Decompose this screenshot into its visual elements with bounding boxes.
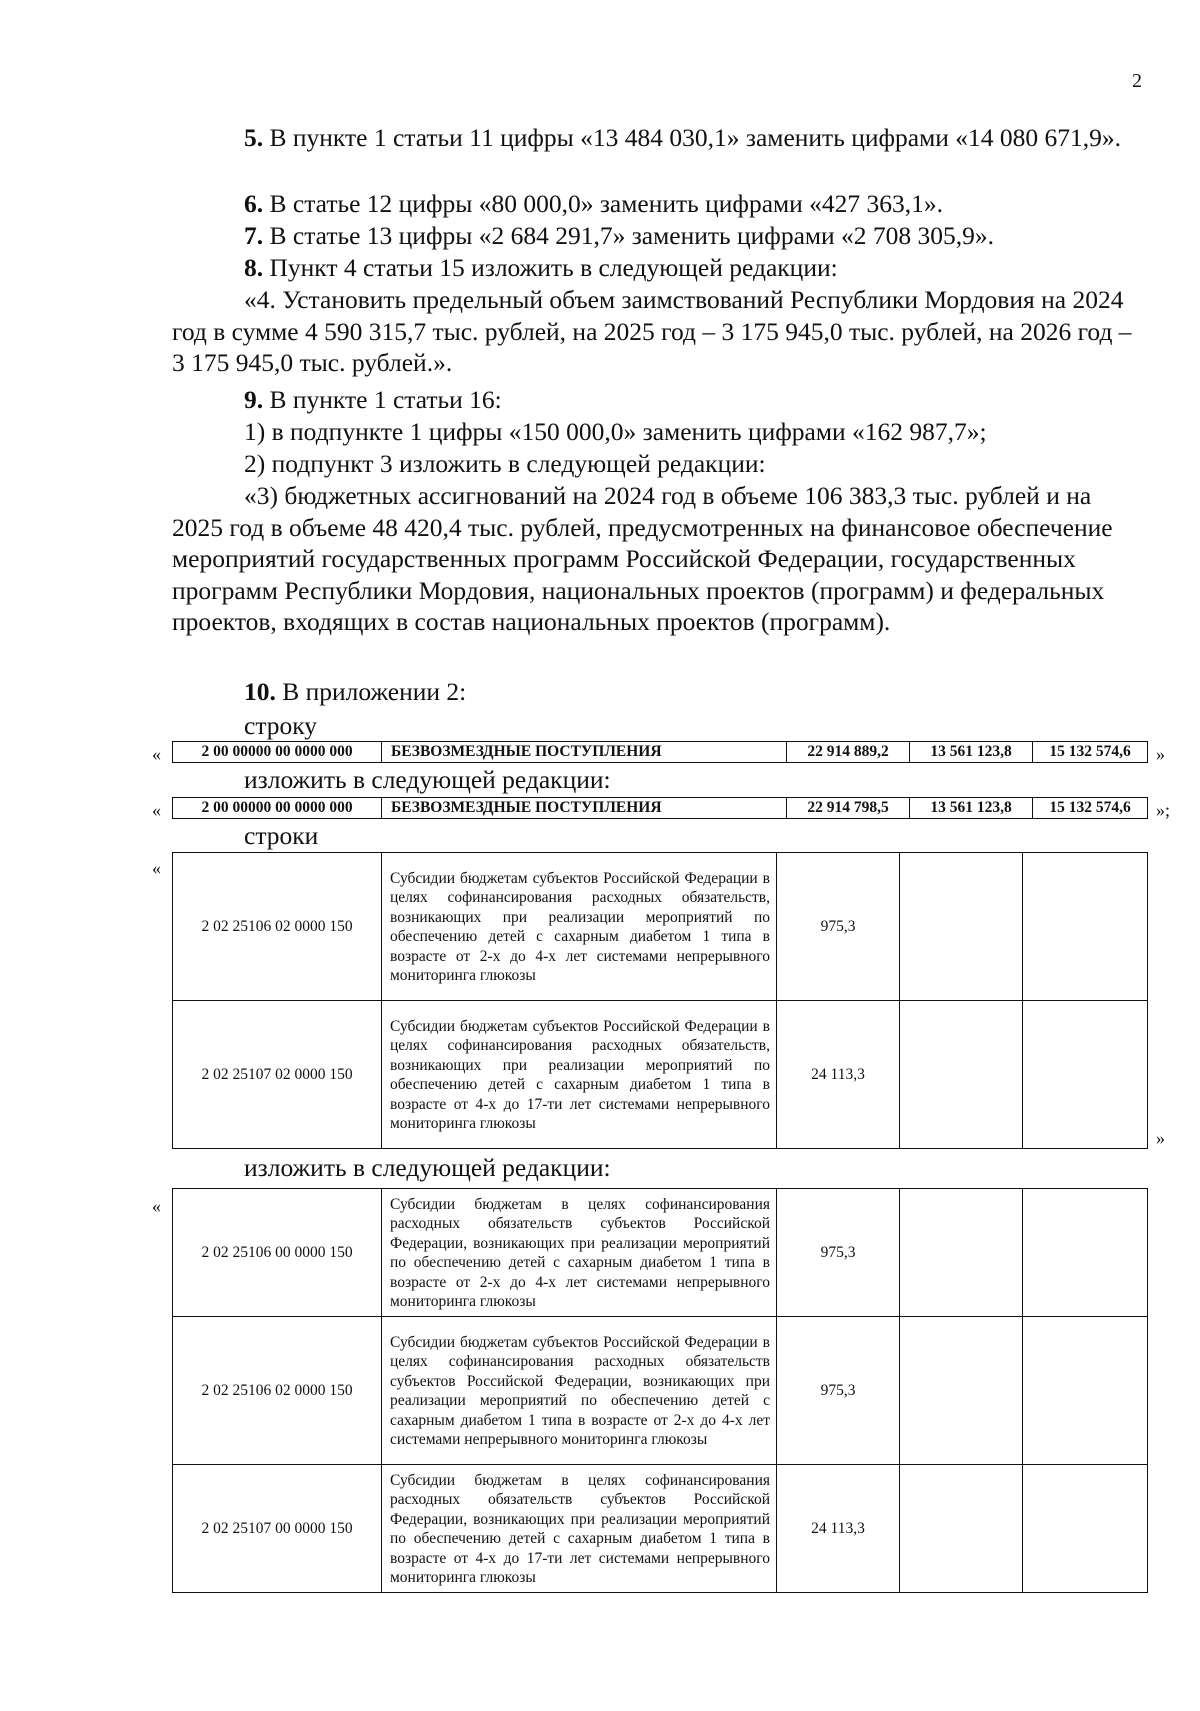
close-quote: » xyxy=(1156,1128,1165,1148)
budget-description: Субсидии бюджетам субъектов Российской Федерации в целях софинансирования расходных обязательств, возникающих при реализации мероприятий по обеспечению детей с сахарным диабетом 1 типа в возрасте от 4-х до 17-ти лет системами непрерывного мониторинга глюкозы xyxy=(382,1001,777,1149)
table-row xyxy=(173,853,1148,1001)
open-quote: « xyxy=(152,858,161,878)
paragraph-number: 10. xyxy=(244,677,276,706)
value-2026 xyxy=(1023,1317,1148,1465)
old-rows-table xyxy=(172,852,1148,1149)
budget-code: 2 02 25106 00 0000 150 xyxy=(173,1189,382,1317)
budget-code: 2 02 25107 00 0000 150 xyxy=(173,1465,382,1593)
paragraph-text: В приложении 2: xyxy=(275,677,467,706)
paragraph-text: В пункте 1 статьи 16: xyxy=(263,385,502,414)
close-quote: »; xyxy=(1156,800,1171,820)
paragraph-7 xyxy=(172,220,1148,252)
value-2024: 24 113,3 xyxy=(777,1465,900,1593)
value-2026: 15 132 574,6 xyxy=(1033,742,1148,763)
label-replace: изложить в следующей редакции: xyxy=(244,765,611,794)
budget-description: Субсидии бюджетам субъектов Российской Федерации в целях софинансирования расходных обязательств субъектов Российской Федерации, возникающих при реализации мероприятий по обеспечению детей с сахарным диабетом 1 типа в возрасте от 2-х до 4-х лет системами непрерывного мониторинга глюкозы xyxy=(382,1317,777,1465)
value-2025: 13 561 123,8 xyxy=(910,742,1033,763)
value-2026 xyxy=(1023,853,1148,1001)
paragraph-10 xyxy=(172,676,1148,708)
page-number: 2 xyxy=(1132,70,1142,92)
new-rows-table xyxy=(172,1188,1148,1593)
budget-description: Субсидии бюджетам субъектов Российской Федерации в целях софинансирования расходных обязательств, возникающих при реализации мероприятий по обеспечению детей с сахарным диабетом 1 типа в возрасте от 2-х до 4-х лет системами непрерывного мониторинга глюкозы xyxy=(382,853,777,1001)
paragraph-9 xyxy=(172,384,1148,416)
paragraph-9-item-3: «3) бюджетных ассигнований на 2024 год в объеме 106 383,3 тыс. рублей и на 2025 год в объеме 48 420,4 тыс. рублей, предусмотренных на финансовое обеспечение мероприятий государственных программ Российской Федерации, государственных программ Республики Мордовия, национальных проектов (программ) и федеральных проектов, входящих в состав национальных проектов (программ). xyxy=(172,481,1113,636)
close-quote: » xyxy=(1156,744,1165,764)
value-2024: 22 914 889,2 xyxy=(787,742,910,763)
paragraph-text: В пункте 1 статьи 11 цифры «13 484 030,1» заменить цифрами «14 080 671,9». xyxy=(263,123,1121,152)
open-quote: « xyxy=(152,1196,161,1216)
label-stroku: строку xyxy=(244,711,318,740)
paragraph-text: Пункт 4 статьи 15 изложить в следующей редакции: xyxy=(263,253,838,282)
budget-code: 2 00 00000 00 0000 000 xyxy=(173,742,382,763)
paragraph-number: 7. xyxy=(244,221,264,250)
value-2026 xyxy=(1023,1465,1148,1593)
paragraph-8-content: «4. Установить предельный объем заимствований Республики Мордовия на 2024 год в сумме 4 590 315,7 тыс. рублей, на 2025 год – 3 175 945,0 тыс. рублей, на 2026 год – 3 175 945,0 тыс. рублей.». xyxy=(172,285,1132,377)
budget-code: 2 02 25106 02 0000 150 xyxy=(173,853,382,1001)
open-quote: « xyxy=(152,800,161,820)
open-quote: « xyxy=(152,744,161,764)
paragraph-8 xyxy=(172,252,1148,284)
table-row xyxy=(173,798,1148,819)
value-2024: 975,3 xyxy=(777,1189,900,1317)
value-2026: 15 132 574,6 xyxy=(1033,798,1148,819)
value-2025 xyxy=(900,853,1023,1001)
budget-description: Субсидии бюджетам в целях софинансирования расходных обязательств субъектов Российской Федерации, возникающих при реализации мероприятий по обеспечению детей с сахарным диабетом 1 типа в возрасте от 2-х до 4-х лет системами непрерывного мониторинга глюкозы xyxy=(382,1189,777,1317)
value-2025: 13 561 123,8 xyxy=(910,798,1033,819)
paragraph-number: 9. xyxy=(244,385,264,414)
label-replace: изложить в следующей редакции: xyxy=(244,1153,611,1182)
value-2025 xyxy=(900,1001,1023,1149)
paragraph-text: В статье 13 цифры «2 684 291,7» заменить цифрами «2 708 305,9». xyxy=(263,221,995,250)
paragraph-6 xyxy=(172,188,1148,220)
new-total-table xyxy=(172,797,1148,819)
paragraph-text: В статье 12 цифры «80 000,0» заменить цифрами «427 363,1». xyxy=(263,189,944,218)
table-row xyxy=(173,742,1148,763)
paragraph-5 xyxy=(172,122,1148,154)
value-2025 xyxy=(900,1465,1023,1593)
budget-description: Субсидии бюджетам в целях софинансирования расходных обязательств субъектов Российской Федерации, возникающих при реализации мероприятий по обеспечению детей с сахарным диабетом 1 типа в возрасте от 4-х до 17-ти лет системами непрерывного мониторинга глюкозы xyxy=(382,1465,777,1593)
value-2024: 22 914 798,5 xyxy=(787,798,910,819)
paragraph-number: 8. xyxy=(244,253,264,282)
value-2025 xyxy=(900,1189,1023,1317)
budget-name: БЕЗВОЗМЕЗДНЫЕ ПОСТУПЛЕНИЯ xyxy=(382,798,787,819)
budget-code: 2 02 25106 02 0000 150 xyxy=(173,1317,382,1465)
table-row xyxy=(173,1465,1148,1593)
old-total-table xyxy=(172,741,1148,763)
table-row xyxy=(173,1317,1148,1465)
value-2024: 975,3 xyxy=(777,853,900,1001)
table-row xyxy=(173,1001,1148,1149)
value-2024: 24 113,3 xyxy=(777,1001,900,1149)
label-stroki: строки xyxy=(244,821,319,850)
table-row xyxy=(173,1189,1148,1317)
paragraph-9-item-1: 1) в подпункте 1 цифры «150 000,0» заменить цифрами «162 987,7»; xyxy=(244,417,987,446)
budget-name: БЕЗВОЗМЕЗДНЫЕ ПОСТУПЛЕНИЯ xyxy=(382,742,787,763)
paragraph-9-item-2: 2) подпункт 3 изложить в следующей редакции: xyxy=(244,449,766,478)
budget-code: 2 02 25107 02 0000 150 xyxy=(173,1001,382,1149)
budget-code: 2 00 00000 00 0000 000 xyxy=(173,798,382,819)
value-2024: 975,3 xyxy=(777,1317,900,1465)
paragraph-number: 6. xyxy=(244,189,264,218)
paragraph-number: 5. xyxy=(244,123,264,152)
value-2026 xyxy=(1023,1001,1148,1149)
value-2025 xyxy=(900,1317,1023,1465)
value-2026 xyxy=(1023,1189,1148,1317)
